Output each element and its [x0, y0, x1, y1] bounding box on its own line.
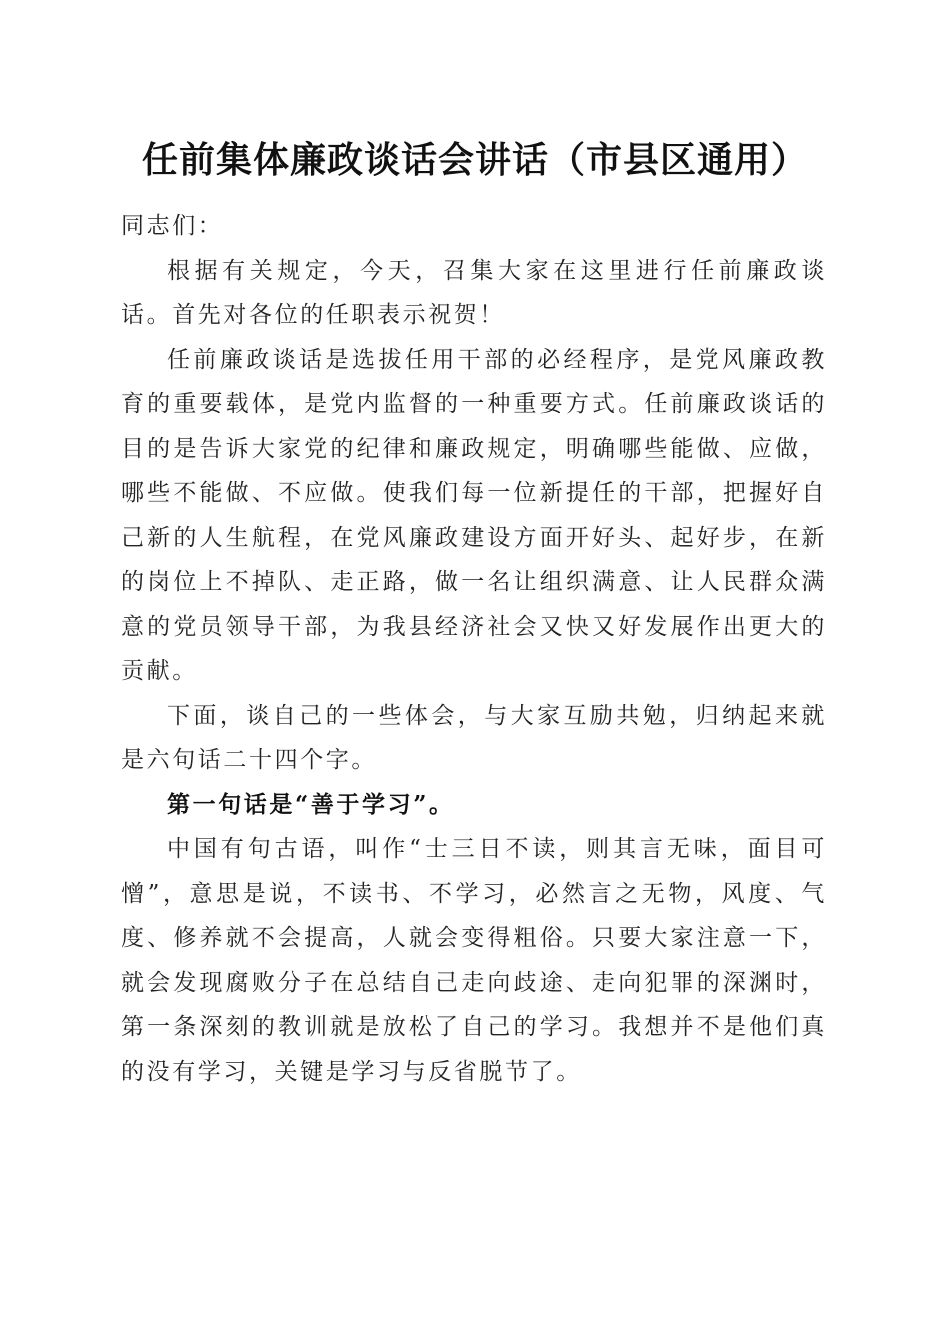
- paragraph-opening: 根据有关规定，今天，召集大家在这里进行任前廉政谈话。首先对各位的任职表示祝贺！: [121, 257, 827, 328]
- paragraph-purpose: 任前廉政谈话是选拔任用干部的必经程序，是党风廉政教育的重要载体，是党内监督的一种重要方式。任前廉政谈话的目的是告诉大家党的纪律和廉政规定，明确哪些能做、应做，哪些不能做、不应做。使我们每一位新提任的干部，把握好自己新的人生航程，在党风廉政建设方面开好头、起好步，在新的岗位上不掉队、走正路，做一名让组织满意、让人民群众满意的党员领导干部，为我县经济社会又快又好发展作出更大的贡献。: [121, 346, 827, 684]
- salutation: 同志们：: [121, 213, 224, 239]
- section-heading: 第一句话是“善于学习”。: [167, 790, 455, 818]
- document-title: 任前集体廉政谈话会讲话（市县区通用）: [141, 139, 808, 181]
- paragraph-overview: 下面，谈自己的一些体会，与大家互励共勉，归纳起来就是六句话二十四个字。: [121, 702, 827, 773]
- paragraph-learning: 中国有句古语，叫作“士三日不读，则其言无味，面目可憎”，意思是说，不读书、不学习，必然言之无物，风度、气度、修养就不会提高，人就会变得粗俗。只要大家注意一下，就会发现腐败分子在总结自己走向歧途、走向犯罪的深渊时，第一条深刻的教训就是放松了自己的学习。我想并不是他们真的没有学习，关键是学习与反省脱节了。: [121, 836, 827, 1085]
- document-body: [121, 204, 827, 1094]
